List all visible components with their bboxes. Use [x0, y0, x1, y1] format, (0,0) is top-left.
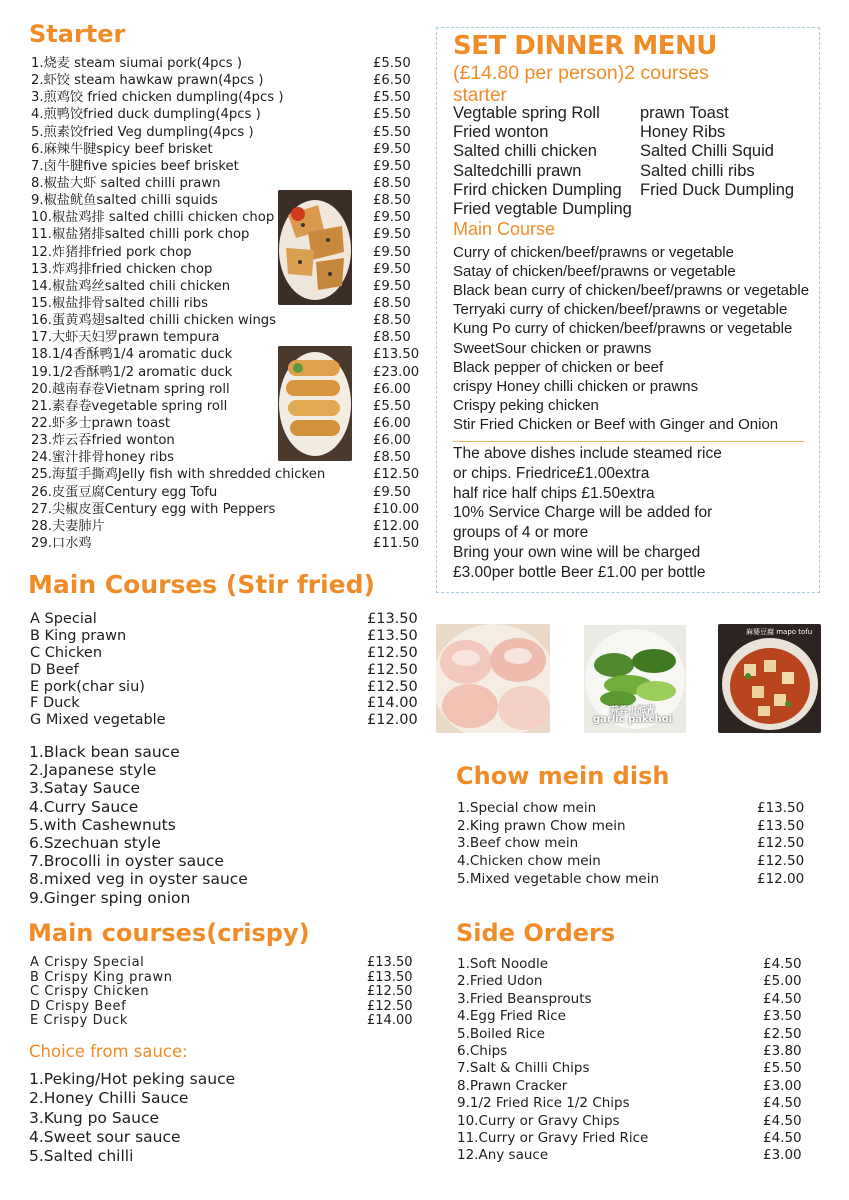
item-price: £5.50 [373, 90, 411, 106]
starter-item [31, 484, 426, 501]
starter-item [31, 89, 426, 106]
item-name: 4.Chicken chow mein [457, 853, 601, 870]
item-price: £9.50 [373, 141, 411, 157]
set-note-line: 10% Service Charge will be added for [453, 504, 713, 522]
item-name: 4.Egg Fried Rice [457, 1008, 566, 1025]
set-starter-item: Frird chicken Dumpling [453, 180, 622, 199]
item-price: £4.50 [763, 1129, 802, 1146]
chow-mein-item [457, 800, 809, 818]
item-name: 11.椒盐猪排salted chilli pork chop [31, 227, 250, 243]
item-name: F Duck [30, 695, 80, 712]
item-price: £12.50 [367, 644, 418, 661]
starter-item [31, 261, 426, 278]
item-price: £13.50 [367, 611, 418, 627]
item-price: £12.50 [367, 998, 413, 1014]
item-price: £3.00 [763, 1077, 802, 1094]
item-price: £13.50 [367, 955, 413, 970]
item-price: £9.50 [373, 261, 411, 277]
side-order-item [457, 973, 809, 990]
item-price: £12.50 [757, 853, 805, 870]
chow-mein-item [457, 835, 809, 853]
item-price: £12.00 [367, 712, 418, 729]
item-price: £12.50 [367, 984, 413, 1000]
chow-mein-list [457, 800, 809, 888]
starter-item [31, 381, 426, 398]
pakchoi-caption-cn: 蒜蓉上海青 [610, 706, 656, 716]
main-crispy-list [30, 956, 420, 1029]
set-main-item: Kung Po curry of chicken/beef/prawns or vegetable [453, 320, 793, 338]
item-price: £9.50 [373, 158, 411, 174]
item-name: A Crispy Special [30, 955, 145, 970]
crispy-sauce-item: 3.Kung po Sauce [29, 1108, 160, 1127]
chow-mein-item [457, 871, 809, 889]
item-price: £12.50 [367, 678, 418, 695]
har-gow-photo [436, 624, 550, 733]
side-order-item [457, 1078, 809, 1095]
item-price: £12.50 [757, 835, 805, 852]
main-stir-list [30, 611, 420, 729]
item-name: E pork(char siu) [30, 678, 145, 695]
item-name: 16.蛋黄鸡翅salted chilli chicken wings [31, 313, 277, 329]
set-note-line: £3.00per bottle Beer £1.00 per bottle [453, 563, 706, 581]
item-price: £6.00 [373, 415, 411, 431]
side-order-item [457, 1147, 809, 1164]
item-price: £9.50 [373, 484, 411, 500]
main-crispy-item [30, 956, 420, 971]
spring-roll-photo [278, 346, 352, 461]
side-order-item [457, 1060, 809, 1077]
item-name: 15.椒盐排骨salted chilli ribs [31, 295, 208, 311]
side-order-item [457, 1008, 809, 1025]
item-name: 17.大虾天妇罗prawn tempura [31, 330, 220, 346]
item-price: £8.50 [373, 450, 411, 466]
side-order-item [457, 956, 809, 973]
pakchoi-caption: garlic pakchoi [593, 714, 673, 725]
item-name: 3.Fried Beansprouts [457, 990, 592, 1007]
set-main-item: Stir Fried Chicken or Beef with Ginger and Onion [453, 415, 779, 433]
item-name: G Mixed vegetable [30, 712, 166, 729]
starter-item [31, 398, 426, 415]
item-price: £13.50 [757, 817, 805, 834]
set-starter-item: Honey Ribs [640, 123, 726, 142]
starter-item [31, 141, 426, 158]
item-price: £8.50 [373, 313, 411, 329]
starter-item [31, 432, 426, 449]
item-name: 9.椒盐鱿鱼salted chilli squids [31, 193, 218, 209]
set-starter-item: Fried Duck Dumpling [640, 180, 795, 199]
stir-sauce-item: 7.Brocolli in oyster sauce [29, 852, 224, 871]
side-order-item [457, 1130, 809, 1147]
set-main-item: Crispy peking chicken [453, 396, 599, 414]
main-crispy-heading: Main courses(crispy) [28, 919, 310, 947]
main-crispy-item [30, 1014, 420, 1029]
set-divider [452, 441, 804, 442]
item-name: 14.椒盐鸡丝salted chili chicken [31, 278, 231, 294]
stir-sauce-item: 2.Japanese style [29, 761, 157, 780]
item-price: £23.00 [373, 364, 420, 380]
item-price: £3.80 [763, 1042, 802, 1059]
main-stir-item [30, 679, 420, 696]
starter-item [31, 364, 426, 381]
set-dinner-title: SET DINNER MENU [453, 31, 717, 61]
item-name: 5.Boiled Rice [457, 1025, 545, 1042]
starter-item [31, 124, 426, 141]
garlic-pakchoi-photo [584, 625, 686, 733]
starter-item [31, 295, 426, 312]
main-stir-item [30, 662, 420, 679]
item-name: 2.Fried Udon [457, 973, 543, 990]
main-stir-item [30, 695, 420, 712]
item-name: 6.麻辣牛腱spicy beef brisket [31, 141, 213, 157]
item-price: £8.50 [373, 193, 411, 209]
set-starter-label: starter [453, 85, 507, 106]
set-starter-item: Salted Chilli Squid [640, 142, 774, 161]
item-price: £3.50 [763, 1008, 802, 1025]
starter-list [31, 55, 426, 552]
item-price: £10.00 [373, 501, 420, 517]
set-main-item: Black bean curry of chicken/beef/prawns or vegetable [453, 282, 810, 300]
set-note-line: groups of 4 or more [453, 524, 589, 542]
item-name: 1.烧麦 steam siumai pork(4pcs ) [31, 56, 242, 71]
side-order-item [457, 1113, 809, 1130]
item-name: 2.King prawn Chow mein [457, 817, 626, 834]
side-order-item [457, 1026, 809, 1043]
starter-item [31, 55, 426, 72]
item-price: £12.00 [373, 518, 420, 534]
side-order-item [457, 1043, 809, 1060]
crispy-sauce-item: 2.Honey Chilli Sauce [29, 1089, 189, 1108]
starter-item [31, 466, 426, 483]
starter-item [31, 415, 426, 432]
item-name: 10.椒盐鸡排 salted chilli chicken chop [31, 210, 275, 226]
item-price: £6.50 [373, 73, 411, 89]
chow-mein-item [457, 853, 809, 871]
salted-chilli-chop-photo [278, 190, 352, 305]
item-name: D Crispy Beef [30, 998, 127, 1014]
set-main-item: Satay of chicken/beef/prawns or vegetable [453, 263, 736, 281]
item-name: 12.Any sauce [457, 1147, 549, 1164]
item-price: £12.00 [757, 870, 805, 887]
crispy-sauce-item: 1.Peking/Hot peking sauce [29, 1070, 236, 1088]
item-name: 29.口水鸡 [31, 535, 92, 551]
item-name: 24.蜜汁排骨honey ribs [31, 450, 174, 466]
item-price: £4.50 [763, 1112, 802, 1129]
crispy-sauce-list [29, 1070, 359, 1166]
starter-item [31, 226, 426, 243]
item-price: £4.50 [763, 990, 802, 1007]
item-name: 5.Mixed vegetable chow mein [457, 870, 660, 887]
item-price: £5.00 [763, 973, 802, 990]
item-price: £13.50 [367, 627, 418, 644]
item-name: B King prawn [30, 627, 127, 644]
starter-item [31, 278, 426, 295]
item-name: C Crispy Chicken [30, 984, 150, 1000]
item-price: £9.50 [373, 244, 411, 260]
set-main-item: crispy Honey chilli chicken or prawns [453, 377, 699, 395]
starter-item [31, 535, 426, 552]
item-name: 5.煎素饺fried Veg dumpling(4pcs ) [31, 124, 254, 140]
item-price: £12.50 [373, 467, 420, 483]
set-starter-item: Saltedchilli prawn [453, 161, 582, 180]
item-price: £9.50 [373, 210, 411, 226]
item-price: £8.50 [373, 175, 411, 191]
item-name: 1.Special chow mein [457, 800, 597, 816]
item-price: £13.50 [373, 347, 420, 363]
item-name: E Crispy Duck [30, 1013, 128, 1029]
starter-item [31, 209, 426, 226]
stir-sauce-item: 4.Curry Sauce [29, 797, 139, 816]
item-price: £14.00 [367, 695, 418, 712]
item-name: 9.1/2 Fried Rice 1/2 Chips [457, 1095, 630, 1112]
set-main-item: Curry of chicken/beef/prawns or vegetable [453, 244, 734, 261]
main-stir-item [30, 712, 420, 729]
set-note-line: half rice half chips £1.50extra [453, 484, 655, 502]
item-name: A Special [30, 611, 97, 627]
set-dinner-subtitle: (£14.80 per person)2 courses [453, 62, 709, 84]
starter-item [31, 449, 426, 466]
item-name: 28.夫妻肺片 [31, 518, 105, 534]
set-main-item: SweetSour chicken or prawns [453, 339, 652, 357]
set-starter-item: Salted chilli ribs [640, 161, 755, 180]
stir-sauce-item: 6.Szechuan style [29, 833, 161, 852]
item-price: £5.50 [373, 56, 411, 71]
starter-item [31, 72, 426, 89]
item-price: £8.50 [373, 295, 411, 311]
item-name: 2.虾饺 steam hawkaw prawn(4pcs ) [31, 73, 264, 89]
stir-sauce-list [29, 743, 359, 907]
stir-sauce-item: 5.with Cashewnuts [29, 815, 176, 834]
item-price: £2.50 [763, 1025, 802, 1042]
item-price: £6.00 [373, 433, 411, 449]
starter-item [31, 501, 426, 518]
item-name: 13.炸鸡排fried chicken chop [31, 261, 213, 277]
item-price: £5.50 [373, 124, 411, 140]
item-name: 23.炸云吞fried wonton [31, 433, 175, 449]
starter-item [31, 158, 426, 175]
starter-heading: Starter [29, 20, 126, 48]
stir-sauce-item: 9.Ginger sping onion [29, 888, 191, 907]
main-stir-heading: Main Courses (Stir fried) [28, 570, 375, 599]
side-orders-heading: Side Orders [456, 919, 616, 947]
starter-item [31, 346, 426, 363]
item-price: £4.50 [763, 956, 802, 972]
item-name: D Beef [30, 661, 79, 678]
item-name: 6.Chips [457, 1042, 508, 1059]
item-price: £5.50 [373, 107, 411, 123]
starter-item [31, 312, 426, 329]
item-price: £9.50 [373, 227, 411, 243]
item-price: £8.50 [373, 330, 411, 346]
item-name: 22.虾多士prawn toast [31, 415, 171, 431]
item-name: 25.海蜇手撕鸡Jelly fish with shredded chicken [31, 467, 326, 483]
chow-mein-item [457, 818, 809, 836]
item-name: 26.皮蛋豆腐Century egg Tofu [31, 484, 218, 500]
item-name: 19.1/2香酥鸭1/2 aromatic duck [31, 364, 233, 380]
starter-item [31, 244, 426, 261]
stir-sauce-item: 3.Satay Sauce [29, 779, 141, 798]
set-main-item: Black pepper of chicken or beef [453, 358, 664, 376]
item-name: 11.Curry or Gravy Fried Rice [457, 1129, 649, 1146]
item-price: £11.50 [373, 535, 420, 551]
item-name: 3.Beef chow mein [457, 835, 579, 852]
item-name: 20.越南春卷Vietnam spring roll [31, 381, 230, 397]
set-starter-item: Vegtable spring Roll [453, 104, 600, 122]
main-crispy-item [30, 971, 420, 986]
item-name: 4.煎鸭饺fried duck dumpling(4pcs ) [31, 107, 261, 123]
stir-sauce-item: 8.mixed veg in oyster sauce [29, 870, 248, 889]
item-price: £4.50 [763, 1095, 802, 1112]
set-note-line: The above dishes include steamed rice [453, 445, 722, 462]
item-price: £13.50 [367, 969, 413, 985]
set-main-label: Main Course [453, 219, 556, 239]
main-crispy-item [30, 1000, 420, 1015]
set-note-line: or chips. Friedrice£1.00extra [453, 464, 650, 482]
item-name: 1.Soft Noodle [457, 956, 549, 972]
item-price: £6.00 [373, 381, 411, 397]
item-name: 8.Prawn Cracker [457, 1077, 568, 1094]
item-price: £5.50 [373, 398, 411, 414]
crispy-sauce-item: 5.Salted chilli [29, 1147, 134, 1166]
item-price: £5.50 [763, 1060, 802, 1077]
item-price: £3.00 [763, 1147, 802, 1164]
item-name: 18.1/4香酥鸭1/4 aromatic duck [31, 347, 233, 363]
tofu-caption: 麻婆豆腐 mapo tofu [746, 628, 813, 636]
main-stir-item [30, 611, 420, 628]
item-name: 12.炸猪排fried pork chop [31, 244, 192, 260]
starter-item [31, 329, 426, 346]
set-starter-item: prawn Toast [640, 104, 729, 122]
starter-item [31, 175, 426, 192]
set-starter-item: Salted chilli chicken [453, 142, 597, 161]
main-stir-item [30, 628, 420, 645]
crispy-sauce-item: 4.Sweet sour sauce [29, 1127, 181, 1146]
item-name: B Crispy King prawn [30, 969, 173, 985]
starter-item [31, 106, 426, 123]
item-name: 8.椒盐大虾 salted chilli prawn [31, 175, 221, 191]
starter-item [31, 192, 426, 209]
stir-sauce-item: 1.Black bean sauce [29, 743, 180, 761]
mapo-tofu-photo [718, 624, 821, 733]
choice-sauce-heading: Choice from sauce: [29, 1042, 188, 1061]
item-name: 27.尖椒皮蛋Century egg with Peppers [31, 501, 276, 517]
item-name: 10.Curry or Gravy Chips [457, 1112, 620, 1129]
set-starter-item: Fried wonton [453, 123, 549, 142]
item-price: £14.00 [367, 1013, 413, 1029]
set-main-item: Terryaki curry of chicken/beef/prawns or vegetable [453, 301, 788, 319]
main-stir-item [30, 645, 420, 662]
item-price: £9.50 [373, 278, 411, 294]
item-price: £12.50 [367, 661, 418, 678]
starter-item [31, 518, 426, 535]
item-name: 7.卤牛腱five spicies beef brisket [31, 158, 239, 174]
chow-mein-heading: Chow mein dish [456, 762, 670, 790]
side-orders-list [457, 956, 809, 1165]
set-note-line: Bring your own wine will be charged [453, 544, 701, 561]
item-name: 7.Salt & Chilli Chips [457, 1060, 590, 1077]
side-order-item [457, 1095, 809, 1112]
item-name: 3.煎鸡饺 fried chicken dumpling(4pcs ) [31, 90, 284, 106]
side-order-item [457, 991, 809, 1008]
item-name: C Chicken [30, 644, 103, 661]
item-price: £13.50 [757, 800, 805, 816]
set-starter-item: Fried vegtable Dumpling [453, 200, 632, 218]
main-crispy-item [30, 985, 420, 1000]
item-name: 21.素春卷vegetable spring roll [31, 398, 228, 414]
